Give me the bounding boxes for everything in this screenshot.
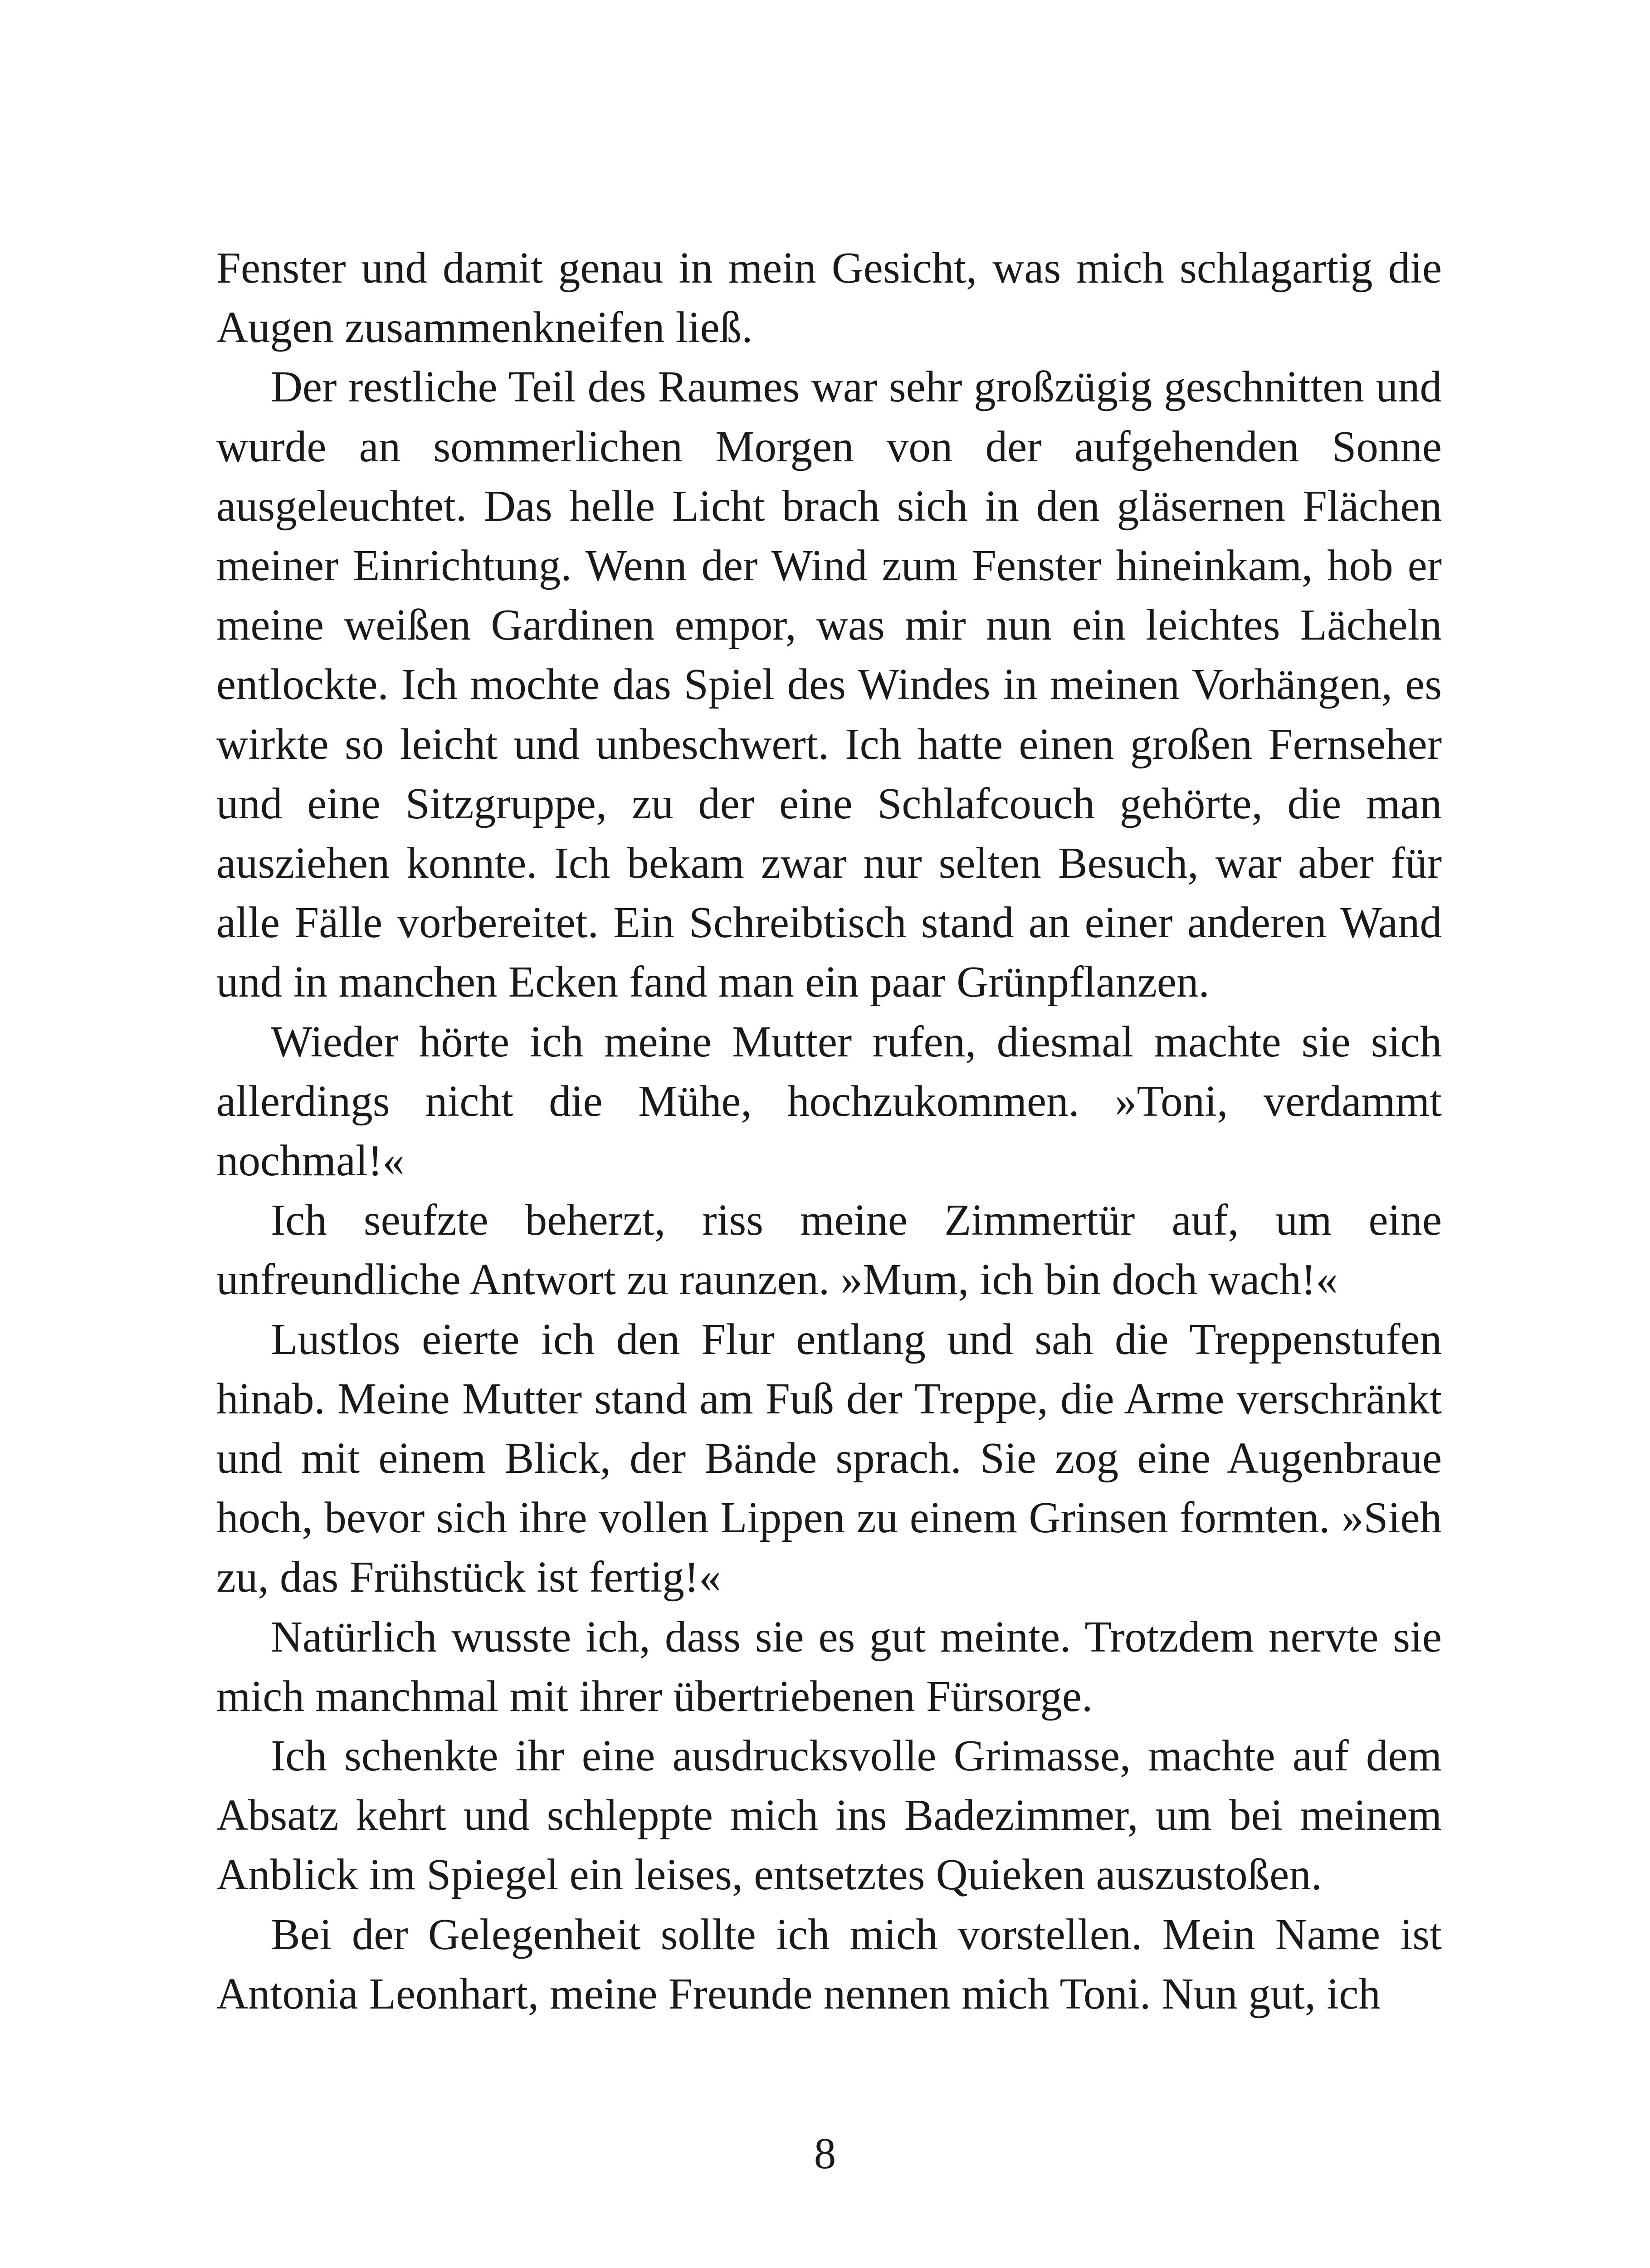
page-number: 8 <box>814 2129 836 2178</box>
paragraph-6: Natürlich wusste ich, dass sie es gut meinte. Trotzdem nervte sie mich manchmal mit ihrer übertriebenen Fürsorge. <box>216 1612 1442 1721</box>
body-text <box>216 238 1442 2024</box>
paragraph-1: Fenster und damit genau in mein Gesicht, was mich schlagartig die Augen zusammenkneifen ließ. <box>216 244 1442 352</box>
paragraph-3: Wieder hörte ich meine Mutter rufen, diesmal machte sie sich allerdings nicht die Mühe, hochzukommen. »Toni, verdammt nochmal!« <box>216 1017 1442 1185</box>
paragraph-5: Lustlos eierte ich den Flur entlang und sah die Treppenstufen hinab. Meine Mutter stand am Fuß der Treppe, die Arme verschränkt und mit einem Blick, der Bände sprach. Sie zog eine Augenbraue hoch, bevor sich ihre vollen Lippen zu einem Grinsen formten. »Sieh zu, das Frühstück ist fertig!« <box>216 1315 1442 1602</box>
paragraph-7: Ich schenkte ihr eine ausdrucksvolle Grimasse, machte auf dem Absatz kehrt und schleppte mich ins Badezimmer, um bei meinem Anblick im Spiegel ein leises, entsetztes Quieken auszustoßen. <box>216 1731 1442 1899</box>
paragraph-2: Der restliche Teil des Raumes war sehr großzügig geschnitten und wurde an sommerlichen Morgen von der aufgehenden Sonne ausgeleuchtet. Das helle Licht brach sich in den gläsernen Flächen meiner Einrichtung. Wenn der Wind zum Fenster hineinkam, hob er meine weißen Gardinen empor, was mir nun ein leichtes Lächeln entlockte. Ich mochte das Spiel des Windes in meinen Vorhängen, es wirkte so leicht und unbeschwert. Ich hatte einen großen Fernseher und eine Sitzgruppe, zu der eine Schlafcouch gehörte, die man ausziehen konnte. Ich bekam zwar nur selten Besuch, war aber für alle Fälle vorbereitet. Ein Schreibtisch stand an einer anderen Wand und in manchen Ecken fand man ein paar Grünpflanzen. <box>216 362 1442 1007</box>
paragraph-4: Ich seufzte beherzt, riss meine Zimmertür auf, um eine unfreundliche Antwort zu raunzen. »Mum, ich bin doch wach!« <box>216 1196 1442 1304</box>
paragraph-8: Bei der Gelegenheit sollte ich mich vorstellen. Mein Name ist Antonia Leonhart, meine Freunde nennen mich Toni. Nun gut, ich <box>216 1910 1442 2018</box>
